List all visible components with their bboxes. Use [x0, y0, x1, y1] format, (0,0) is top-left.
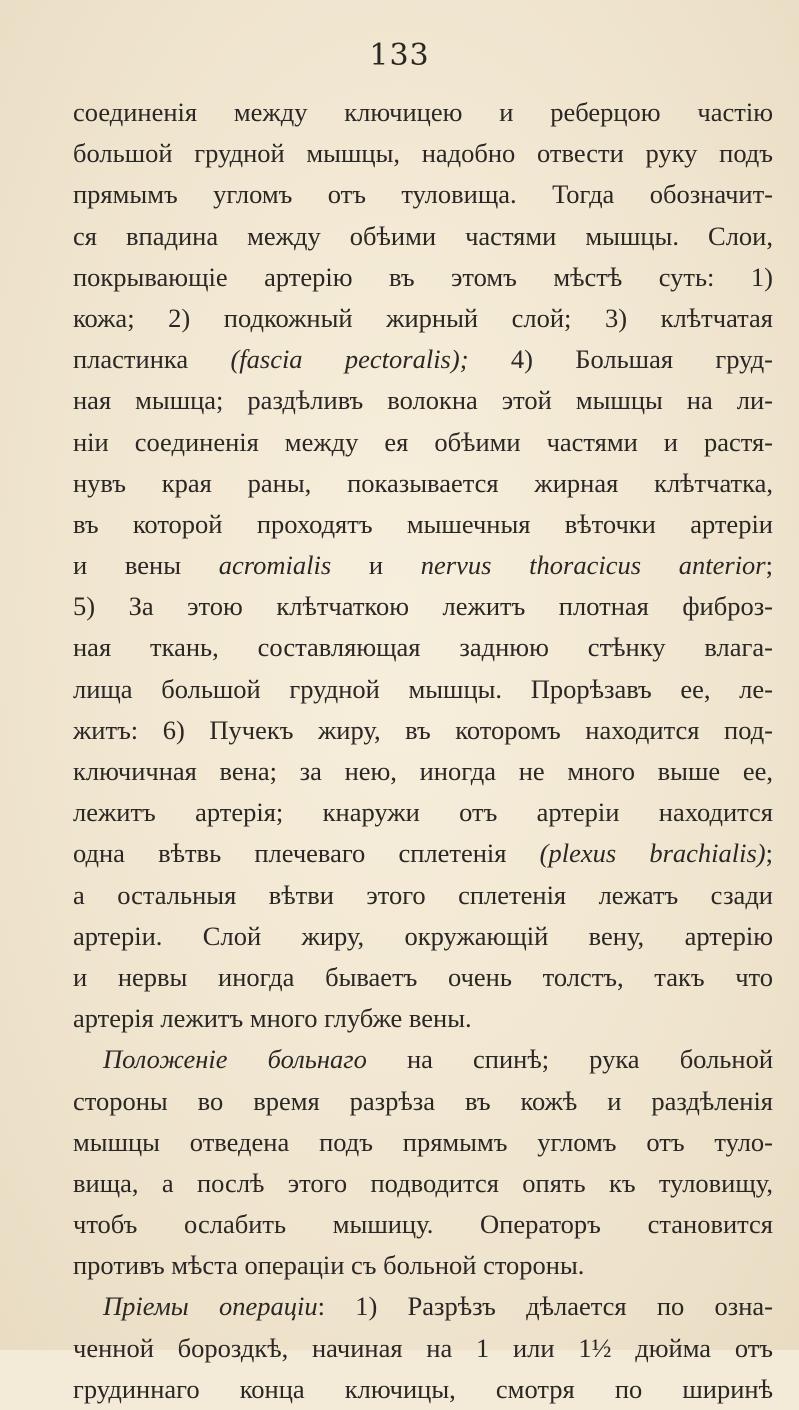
text-line: мышцы отведена подъ прямымъ угломъ отъ туло-: [73, 1126, 773, 1157]
text-line: вища, а послѣ этого подводится опять къ туловищу,: [73, 1167, 773, 1198]
page-number: 133: [369, 38, 430, 73]
text-line: ная ткань, составляющая заднюю стѣнку влага-: [73, 632, 773, 663]
text-line: пластинка (fascia pectoralis); 4) Большая груд-: [73, 344, 773, 375]
text-line: ченной бороздкѣ, начиная на 1 или 1½ дюйма отъ: [73, 1332, 773, 1363]
text-line: покрывающіе артерію въ этомъ мѣстѣ суть: 1): [73, 261, 773, 292]
text-line: грудиннаго конца ключицы, смотря по ширинѣ: [73, 1373, 773, 1404]
section-heading: Положеніе больнаго: [103, 1044, 367, 1075]
text-line: большой грудной мышцы, надобно отвести руку подъ: [73, 138, 773, 169]
text-line: противъ мѣста операціи съ больной стороны.: [73, 1250, 585, 1281]
text-line: кожа; 2) подкожный жирный слой; 3) клѣтчатая: [73, 302, 773, 333]
text-line: Положеніе больнаго на спинѣ; рука больной: [103, 1044, 773, 1075]
text-line: и вены acromialis и nervus thoracicus anterior;: [73, 550, 773, 581]
latin-term: acromialis: [218, 550, 332, 581]
text-line: и нервы иногда бываетъ очень толстъ, такъ что: [73, 961, 773, 992]
latin-term: (plexus brachialis): [539, 838, 766, 869]
text-line: соединенія между ключицею и реберцою частію: [73, 97, 773, 127]
text-line: ся впадина между обѣими частями мышцы. Слои,: [73, 220, 773, 251]
latin-term: nervus thoracicus anterior: [420, 550, 766, 581]
text-line: лища большой грудной мышцы. Прорѣзавъ ее, ле-: [73, 673, 773, 704]
text-line: житъ: 6) Пучекъ жиру, въ которомъ находится под-: [73, 714, 773, 745]
text-line: чтобъ ослабить мышицу. Операторъ становится: [73, 1209, 773, 1240]
text-line: ная мышца; раздѣливъ волокна этой мышцы на ли-: [73, 385, 773, 416]
text-line: стороны во время разрѣза въ кожѣ и раздѣленія: [73, 1085, 773, 1116]
text-line: артеріи. Слой жиру, окружающій вену, артерію: [73, 920, 773, 951]
body-text: [73, 92, 773, 1410]
text-line: 5) За этою клѣтчаткою лежитъ плотная фиброз-: [73, 591, 773, 622]
text-line: ключичная вена; за нею, иногда не много выше ее,: [73, 756, 773, 786]
text-line: Пріемы операціи: 1) Разрѣзъ дѣлается по озна-: [103, 1291, 773, 1322]
text-line: лежитъ артерія; кнаружи отъ артеріи находится: [73, 797, 773, 828]
text-line: ніи соединенія между ея обѣими частями и растя-: [73, 426, 773, 457]
text-line: а остальныя вѣтви этого сплетенія лежатъ сзади: [73, 879, 773, 910]
latin-term: (fascia pectoralis);: [230, 344, 469, 375]
text-line: артерія лежитъ много глубже вены.: [73, 1003, 472, 1034]
text-line: въ которой проходятъ мышечныя вѣточки артеріи: [73, 508, 773, 539]
text-line: одна вѣтвь плечеваго сплетенія (plexus brachialis);: [73, 838, 773, 869]
section-heading: Пріемы операціи: [103, 1291, 318, 1322]
text-line: прямымъ угломъ отъ туловища. Тогда обозначит-: [73, 179, 773, 210]
text-line: нувъ края раны, показывается жирная клѣтчатка,: [73, 467, 773, 498]
